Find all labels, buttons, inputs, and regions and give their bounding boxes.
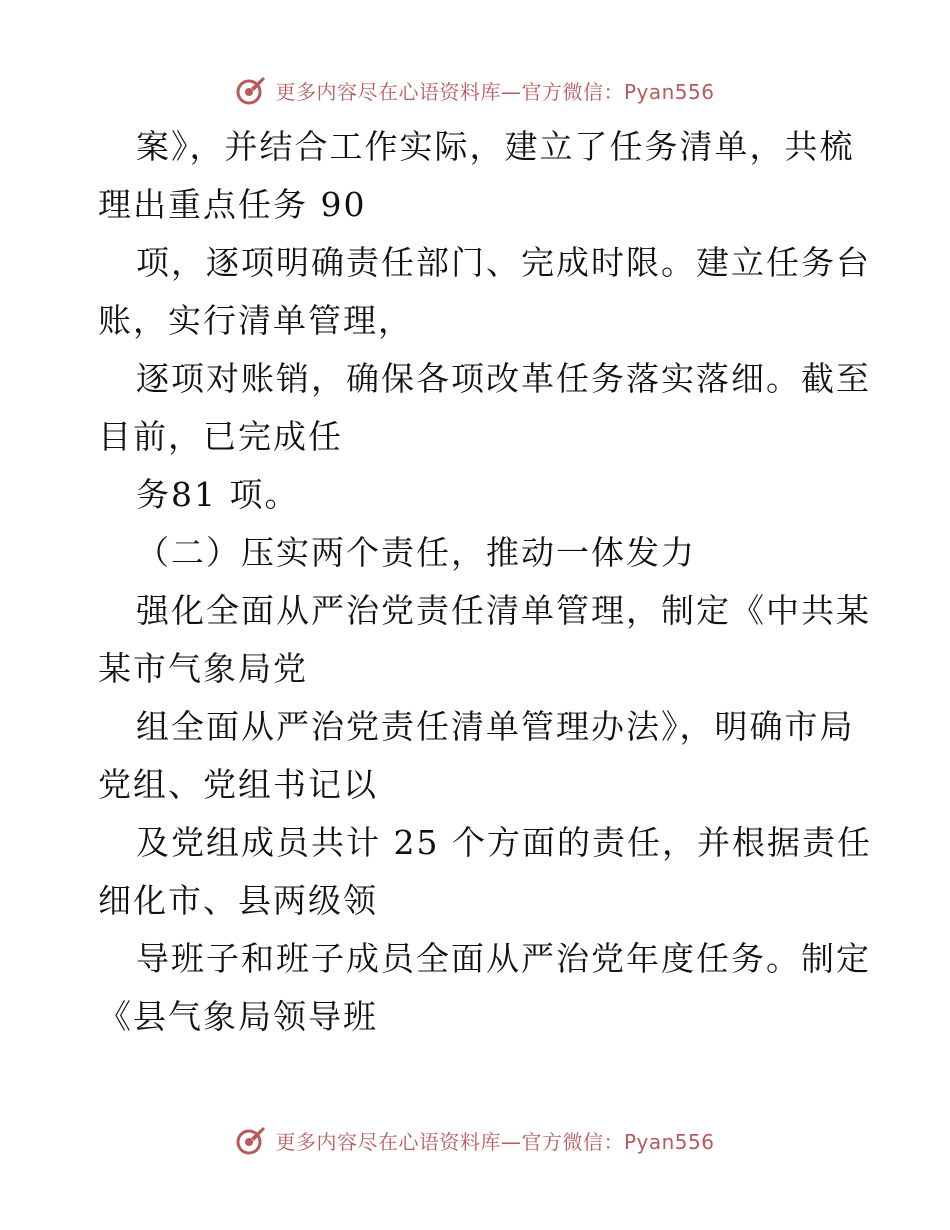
watermark-footer <box>0 1120 950 1160</box>
pen-nib-logo-icon <box>235 1124 267 1156</box>
text-line: 目前，已完成任 <box>98 417 343 456</box>
text-line: 强化全面从严治党责任清单管理，制定《中共某 <box>136 591 871 630</box>
pen-nib-logo-icon <box>235 74 267 106</box>
watermark-text: 更多内容尽在心语资料库—官方微信：Pyan556 <box>275 79 715 104</box>
text-line: 党组、党组书记以 <box>98 765 378 804</box>
text-line: 项，逐项明确责任部门、完成时限。建立任务台 <box>136 243 871 282</box>
text-line: 《县气象局领导班 <box>98 997 378 1036</box>
section-heading: （二）压实两个责任，推动一体发力 <box>136 533 696 572</box>
text-line: 组全面从严治党责任清单管理办法》，明确市局 <box>136 707 855 746</box>
text-line: 及党组成员共计 25 个方面的责任，并根据责任 <box>136 823 872 862</box>
text-line: 务81 项。 <box>136 475 300 514</box>
text-line: 逐项对账销，确保各项改革任务落实落细。截至 <box>136 359 871 398</box>
text-line: 账，实行清单管理， <box>98 301 413 340</box>
text-line: 细化市、县两级领 <box>98 881 378 920</box>
watermark-header <box>0 70 950 110</box>
document-body <box>98 118 872 1046</box>
text-line: 理出重点任务 90 <box>98 185 367 224</box>
text-line: 某市气象局党 <box>98 649 308 688</box>
text-line: 导班子和班子成员全面从严治党年度任务。制定 <box>136 939 871 978</box>
text-line: 案》，并结合工作实际，建立了任务清单，共梳 <box>136 127 855 166</box>
watermark-text: 更多内容尽在心语资料库—官方微信：Pyan556 <box>275 1129 715 1154</box>
